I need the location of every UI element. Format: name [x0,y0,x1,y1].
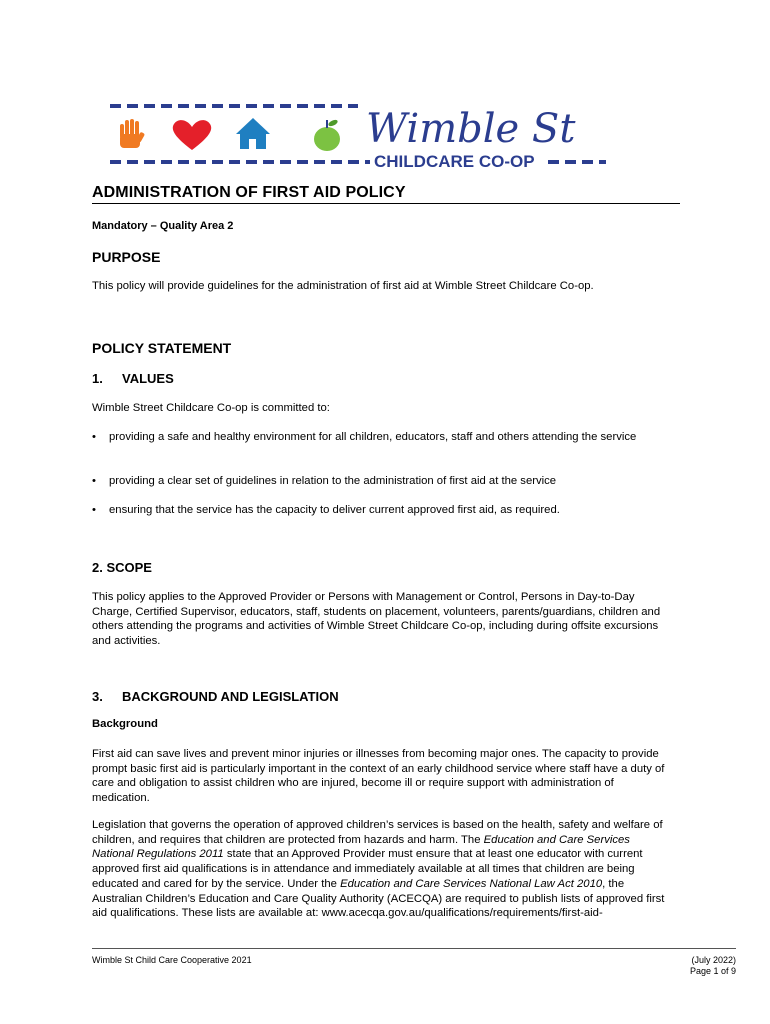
house-icon [236,118,270,149]
background-paragraph-2: Legislation that governs the operation of approved children’s services is based on the health, safety and welfare of children, and requires that children are protected from hazards and harm. The Education and Care Services National Regulations 2011 state that an Approved Provider must ensure that at least one educator with current approved first aid qualifications is in attendance and immediately available at all times that children are being educated and cared for by the service. Under the Education and Care Services National Law Act 2010, the Australian Children’s Education and Care Quality Authority (ACECQA) are required to publish lists of approved first aid qualifications. These lists are available at: www.acecqa.gov.au/qualifications/requirements/first-aid- [92,819,665,920]
scope-heading: 2. SCOPE [92,560,152,575]
footer-page-info [690,955,736,977]
regulations-citation: Education and Care Services National Regulations 2011 [92,833,630,861]
national-law-citation: Education and Care Services National Law Act 2010 [340,877,603,890]
title-divider [92,203,680,204]
values-intro: Wimble Street Childcare Co-op is committed to: [92,402,330,414]
list-item: • providing a safe and healthy environment for all children, educators, staff and others attending the service [92,431,637,443]
list-item: • ensuring that the service has the capacity to deliver current approved first aid, as required. [92,504,560,516]
footer-date: (July 2022) [691,955,736,965]
purpose-text: This policy will provide guidelines for the administration of first aid at Wimble Street Childcare Co-op. [92,280,594,292]
bullet-icon: • [92,431,96,443]
apple-icon [314,119,340,151]
background-number: 3. [92,689,103,704]
page-number: Page 1 of 9 [689,966,736,976]
heart-icon [173,120,211,150]
footer-divider [92,948,736,949]
background-paragraph-1: First aid can save lives and prevent minor injuries or illnesses from becoming major ones. The capacity to provide prompt basic first aid is particularly important in the context of an early childhood service where staff have a duty of care and obligation to assist children who are injured, become ill or require support with administration of medication. [92,748,665,805]
scope-text: This policy applies to the Approved Provider or Persons with Management or Control, Persons in Day-to-Day Charge, Certified Supervisor, educators, staff, students on placement, volunteers, parents/guardians, children and others attending the programs and activities of Wimble Street Childcare Co-op, including during offsite excursions and activities. [92,591,661,648]
footer-organisation: Wimble St Child Care Cooperative 2021 [92,955,252,965]
document-subtitle: Mandatory – Quality Area 2 [92,220,234,232]
values-number: 1. [92,371,103,386]
bullet-icon: • [92,504,96,516]
bullet-icon: • [92,475,96,487]
svg-text:Wimble St: Wimble St [366,106,576,152]
background-heading [92,689,339,704]
wimble-st-logo [108,102,608,170]
document-title: ADMINISTRATION OF FIRST AID POLICY [92,184,406,201]
purpose-heading: PURPOSE [92,249,161,265]
background-title: BACKGROUND AND LEGISLATION [122,689,339,704]
policy-statement-heading: POLICY STATEMENT [92,340,232,356]
values-heading [92,371,174,386]
list-item: • providing a clear set of guidelines in relation to the administration of first aid at the service [92,475,557,487]
values-title: VALUES [122,371,174,386]
background-subheading: Background [92,718,158,730]
hand-icon [120,119,145,148]
svg-text:CHILDCARE CO-OP: CHILDCARE CO-OP [374,152,535,170]
